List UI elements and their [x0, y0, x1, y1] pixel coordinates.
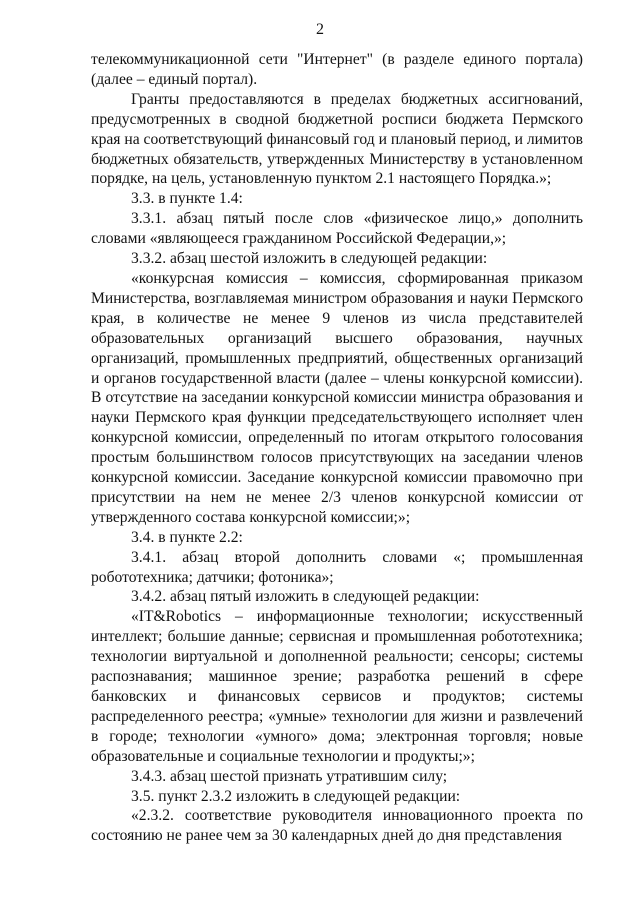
page-number: 2	[316, 21, 324, 38]
paragraph-grants: Гранты предоставляются в пределах бюджетных ассигнований, предусмотренных в сводной бюджетной росписи бюджета Пермского края на соответствующий финансовый год и плановый период, и лимитов бюджетных обязательств, утвержденных Министерству в установленном порядке, на цель, установленную пунктом 2.1 настоящего Порядка.»;	[91, 90, 583, 188]
document-body	[91, 50, 583, 846]
paragraph-continuation: телекоммуникационной сети "Интернет" (в разделе единого портала) (далее – единый портал).	[91, 51, 583, 88]
paragraph-3-4-1: 3.4.1. абзац второй дополнить словами «; промышленная робототехника; датчики; фотоника»;	[91, 548, 583, 586]
paragraph-2-3-2: «2.3.2. соответствие руководителя инновационного проекта по состоянию не ранее чем за 30 календарных дней до дня представления	[91, 807, 583, 845]
paragraph-3-4-2: 3.4.2. абзац пятый изложить в следующей редакции:	[131, 588, 480, 606]
paragraph-3-4: 3.4. в пункте 2.2:	[131, 528, 243, 546]
paragraph-commission-definition: «конкурсная комиссия – комиссия, сформированная приказом Министерства, возглавляемая министром образования и науки Пермского края, в количестве не менее 9 членов из числа представителей образовательных организаций высшего образования, научных организаций, промышленных предприятий, общественных организаций и органов государственной власти (далее – члены конкурсной комиссии). В отсутствие на заседании конкурсной комиссии министра образования и науки Пермского края функции председательствующего исполняет член конкурсной комиссии, определенный по итогам открытого голосования простым большинством голосов присутствующих на заседании членов конкурсной комиссии. Заседание конкурсной комиссии правомочно при присутствии на нем не менее 2/3 членов конкурсной комиссии от утвержденного состава конкурсной комиссии;»;	[91, 269, 583, 526]
paragraph-3-5: 3.5. пункт 2.3.2 изложить в следующей редакции:	[131, 787, 461, 805]
paragraph-3-3-2: 3.3.2. абзац шестой изложить в следующей редакции:	[131, 250, 488, 268]
paragraph-3-3: 3.3. в пункте 1.4:	[131, 190, 243, 208]
paragraph-3-4-3: 3.4.3. абзац шестой признать утратившим силу;	[131, 767, 448, 785]
paragraph-3-3-1: 3.3.1. абзац пятый после слов «физическое лицо,» дополнить словами «являющееся гражданином Российской Федерации,»;	[91, 210, 583, 248]
paragraph-it-robotics: «IT&Robotics – информационные технологии; искусственный интеллект; большие данные; сервисная и промышленная робототехника; технологии виртуальной и дополненной реальности; сенсоры; системы распознавания; машинное зрение; разработка решений в сфере банковских и финансовых сервисов и продуктов; системы распределенного реестра; «умные» технологии для жизни и развлечений в городе; технологии «умного» дома; электронная торговля; новые образовательные и социальные технологии и продукты;»;	[91, 608, 583, 765]
